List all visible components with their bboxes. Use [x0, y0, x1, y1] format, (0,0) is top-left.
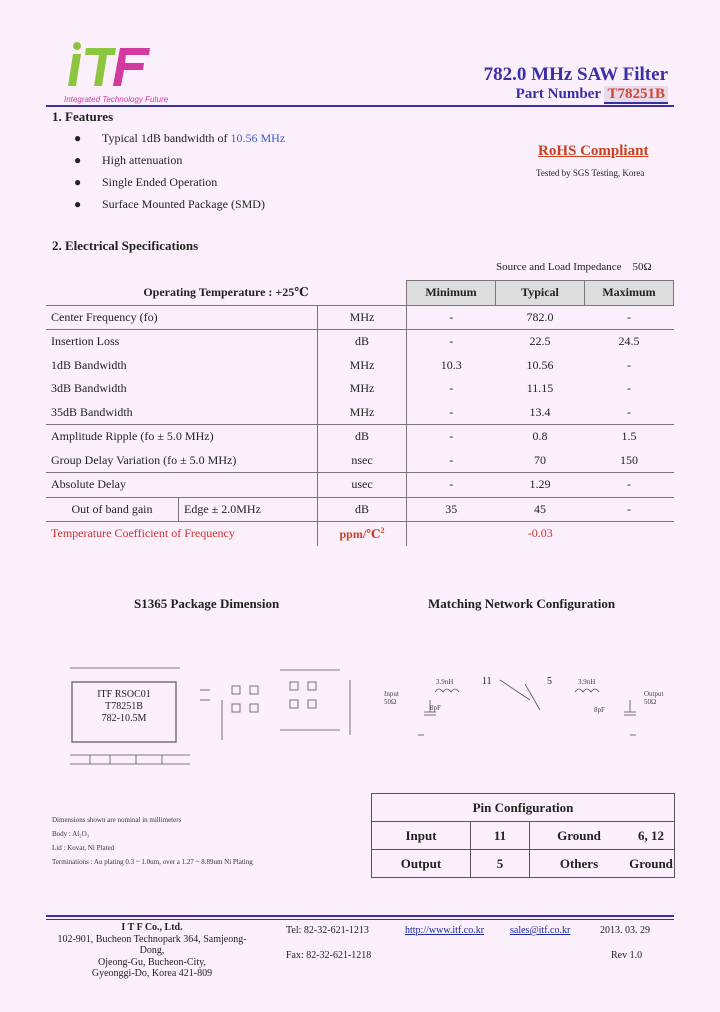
min: -: [407, 449, 496, 473]
unit: MHz: [318, 305, 407, 330]
cap-right: 8pF: [594, 706, 605, 714]
pin-value: 11: [471, 822, 530, 850]
unit: dB: [318, 425, 407, 449]
param: 3dB Bandwidth: [51, 381, 127, 396]
electrical-heading: 2. Electrical Specifications: [52, 238, 199, 253]
footer-date: 2013. 03. 29: [600, 925, 650, 936]
op-temp: Operating Temperature : +25℃: [143, 285, 309, 299]
unit: dB: [318, 330, 407, 354]
footer-web[interactable]: http://www.itf.co.kr: [405, 925, 485, 936]
rohs-label: RoHS Compliant: [538, 143, 649, 159]
typ: 1.29: [496, 473, 585, 498]
col-max: Maximum: [585, 281, 674, 306]
port-right: Output 50Ω: [644, 690, 664, 706]
max: -: [585, 473, 674, 498]
typ: 70: [534, 452, 546, 467]
pin-title: Pin Configuration: [372, 794, 675, 822]
cap-left: 8pF: [430, 704, 441, 712]
itf-logo-mark: [64, 40, 160, 94]
pin-b: 5: [547, 676, 552, 687]
port-left: Input 50Ω: [384, 690, 399, 706]
pin-value: 6, 12: [628, 822, 675, 850]
footer-tel: Tel: 82-32-621-1213: [286, 925, 369, 936]
pin-value: Ground: [628, 850, 675, 878]
oob-cond: Edge ± 2.0MHz: [179, 497, 318, 522]
footer-address: I T F Co., Ltd. 102-901, Bucheon Technopark 364, Samjeong-Dong, Ojeong-Gu, Bucheon-City, Gyeonggi-Do, Korea 421-809: [57, 922, 247, 979]
footer-rule-thin: [46, 919, 674, 920]
matching-title: Matching Network Configuration: [428, 596, 616, 611]
typ: 782.0: [496, 305, 585, 330]
pin-label: Ground: [530, 822, 629, 850]
param: Absolute Delay: [46, 473, 318, 498]
ind-right: 3.9nH: [578, 678, 596, 686]
typ: 10.56: [526, 357, 554, 372]
footer-rule: [46, 915, 674, 917]
feature-item: ● Single Ended Operation: [74, 175, 218, 189]
package-title: S1365 Package Dimension: [134, 596, 280, 611]
max: 150: [620, 452, 638, 467]
footer-fax: Fax: 82-32-621-1218: [286, 950, 372, 961]
min: -: [407, 425, 496, 449]
unit: nsec: [318, 449, 407, 473]
pin-label: Others: [530, 850, 629, 878]
matching-schematic: [380, 670, 680, 750]
param: Group Delay Variation (fo ± 5.0 MHz): [51, 452, 237, 467]
max: 1.5: [585, 425, 674, 449]
footer-rev: Rev 1.0: [611, 950, 643, 961]
package-notes: Dimensions shown are nominal in millimeters Body : Al₂O₃ Lid : Kovar, Ni Plated Terminations : Au plating 0.3 ~ 1.0um, over a 1.27 ~ 8.89um Ni Plating: [52, 816, 253, 866]
param: 1dB Bandwidth: [51, 357, 127, 372]
tcf-typ: -0.03: [407, 522, 674, 546]
part-number-value: T78251B: [604, 86, 668, 104]
oob-unit: dB: [318, 497, 407, 522]
param: Amplitude Ripple (fo ± 5.0 MHz): [46, 425, 318, 449]
max: -: [627, 357, 631, 372]
feature-item: ● Typical 1dB bandwidth of 10.56 MHz: [74, 131, 286, 145]
header-rule: [46, 105, 674, 107]
unit: MHz: [318, 401, 407, 425]
param: 35dB Bandwidth: [51, 404, 133, 419]
rohs-note: Tested by SGS Testing, Korea: [536, 168, 645, 178]
max: 24.5: [585, 330, 674, 354]
oob-typ: 45: [496, 497, 585, 522]
min: -: [407, 305, 496, 330]
min: -: [407, 473, 496, 498]
pin-value: 5: [471, 850, 530, 878]
min: -: [407, 330, 496, 354]
logo-tagline: Integrated Technology Future: [64, 95, 169, 104]
typ: 13.4: [529, 404, 551, 419]
oob-param: Out of band gain: [46, 497, 179, 522]
feature-item: ● Surface Mounted Package (SMD): [74, 197, 265, 211]
unit: usec: [318, 473, 407, 498]
part-number: [516, 86, 668, 103]
col-typ: Typical: [496, 281, 585, 306]
tcf-param: Temperature Coefficient of Frequency: [46, 522, 318, 546]
pin-label: Output: [372, 850, 471, 878]
document-title: 782.0 MHz SAW Filter: [483, 64, 668, 85]
max: -: [627, 404, 631, 419]
footer-email[interactable]: sales@itf.co.kr: [510, 925, 571, 936]
pin-a: 11: [482, 676, 492, 687]
feature-item: ● High attenuation: [74, 153, 183, 167]
matching-diagram: [380, 670, 680, 750]
package-marking: ITF RSOC01 T78251B 782-10.5M: [97, 689, 151, 724]
min: -: [407, 401, 496, 425]
min: 10.3: [407, 354, 496, 378]
typ: 11.15: [526, 381, 554, 396]
tcf-unit: ppm/℃$^2$: [318, 522, 407, 546]
impedance-label: Source and Load Impedance 50Ω: [496, 261, 652, 273]
oob-max: -: [585, 497, 674, 522]
spec-table: [46, 280, 674, 546]
unit: MHz: [318, 377, 407, 401]
max: -: [627, 381, 631, 396]
itf-logo: [64, 40, 160, 94]
ind-left: 3.9nH: [436, 678, 454, 686]
col-min: Minimum: [407, 281, 496, 306]
max: -: [585, 305, 674, 330]
typ: 22.5: [496, 330, 585, 354]
param: Insertion Loss: [46, 330, 318, 354]
pin-label: Input: [372, 822, 471, 850]
package-drawing: [50, 660, 370, 780]
part-number-label: Part Number: [515, 86, 601, 102]
unit: MHz: [318, 354, 407, 378]
typ: 0.8: [496, 425, 585, 449]
pin-table: [371, 793, 675, 878]
param: Center Frequency (fo): [46, 305, 318, 330]
oob-min: 35: [407, 497, 496, 522]
features-heading: 1. Features: [52, 109, 114, 124]
min: -: [407, 377, 496, 401]
